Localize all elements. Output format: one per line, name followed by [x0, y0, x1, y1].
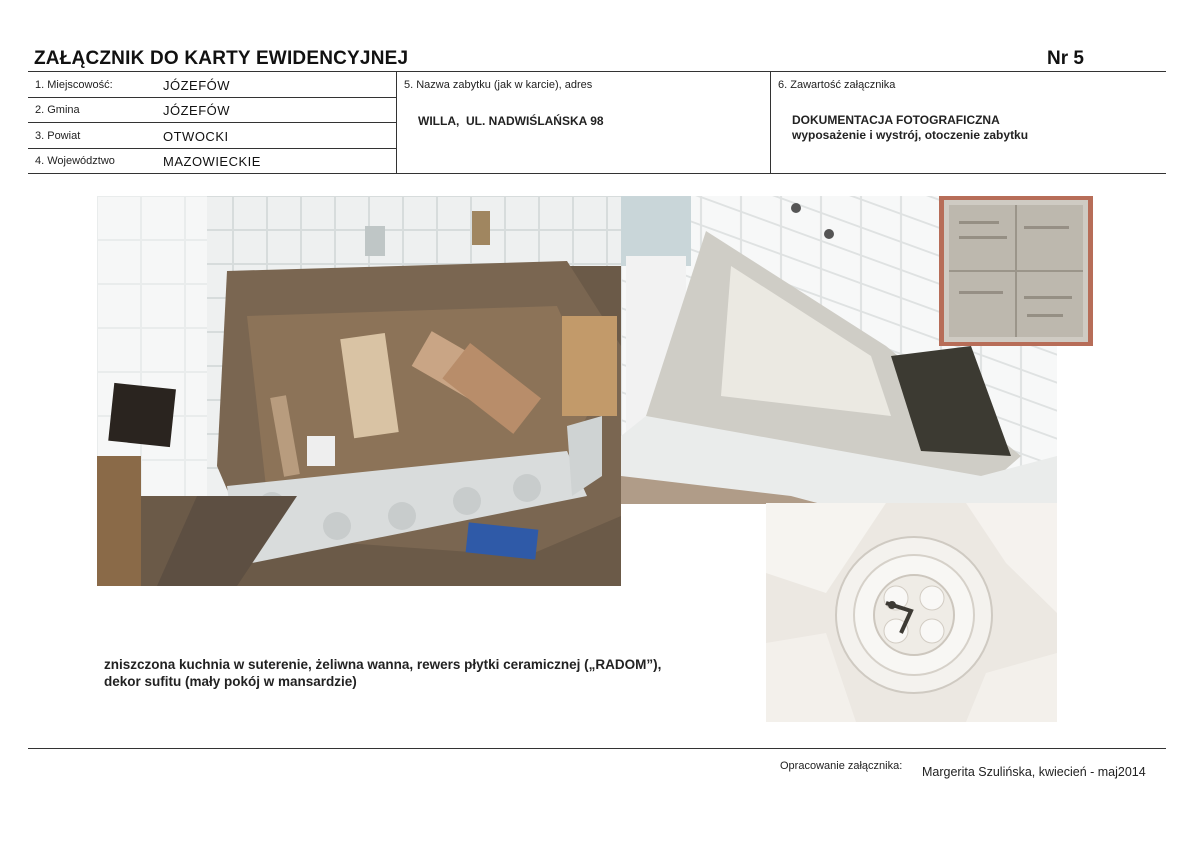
miejscowosc-value: JÓZEFÓW — [163, 78, 231, 93]
powiat-label: 3. Powiat — [35, 130, 81, 142]
zawartosc-line2: wyposażenie i wystrój, otoczenie zabytku — [792, 128, 1029, 142]
footer-label: Opracowanie załącznika: — [780, 760, 903, 772]
photo-caption — [104, 656, 724, 690]
table-top-border — [28, 71, 1166, 72]
wojewodztwo-value: MAZOWIECKIE — [163, 154, 261, 169]
footer-divider — [28, 748, 1166, 749]
table-column-divider — [396, 71, 397, 173]
powiat-value: OTWOCKI — [163, 129, 229, 144]
photo-caption-line1: zniszczona kuchnia w suterenie, żeliwna wanna, rewers płytki ceramicznej („RADOM”), — [104, 657, 662, 672]
zawartosc-line1: DOKUMENTACJA FOTOGRAFICZNA — [792, 113, 1000, 127]
table-row-divider — [28, 148, 396, 149]
photo-caption-line2: dekor sufitu (mały pokój w mansardzie) — [104, 674, 357, 689]
nazwa-zabytku-label: 5. Nazwa zabytku (jak w karcie), adres — [404, 79, 593, 91]
nazwa-zabytku-value: WILLA, UL. NADWIŚLAŃSKA 98 — [418, 114, 604, 128]
miejscowosc-label: 1. Miejscowość: — [35, 79, 113, 91]
document-title: ZAŁĄCZNIK DO KARTY EWIDENCYJNEJ — [34, 48, 409, 69]
gmina-value: JÓZEFÓW — [163, 103, 231, 118]
photo-ceramic-tile-reverse — [939, 196, 1093, 346]
footer-author: Margerita Szulińska, kwiecień - maj2014 — [922, 765, 1146, 779]
table-row-divider — [28, 122, 396, 123]
table-row-divider — [28, 97, 396, 98]
table-column-divider — [770, 71, 771, 173]
gmina-label: 2. Gmina — [35, 104, 80, 116]
table-bottom-border — [28, 173, 1166, 174]
zawartosc-label: 6. Zawartość załącznika — [778, 79, 896, 91]
photo-ruined-kitchen — [97, 196, 621, 586]
wojewodztwo-label: 4. Województwo — [35, 155, 115, 167]
document-number: Nr 5 — [1047, 48, 1084, 69]
photo-ceiling-decor — [766, 503, 1057, 722]
